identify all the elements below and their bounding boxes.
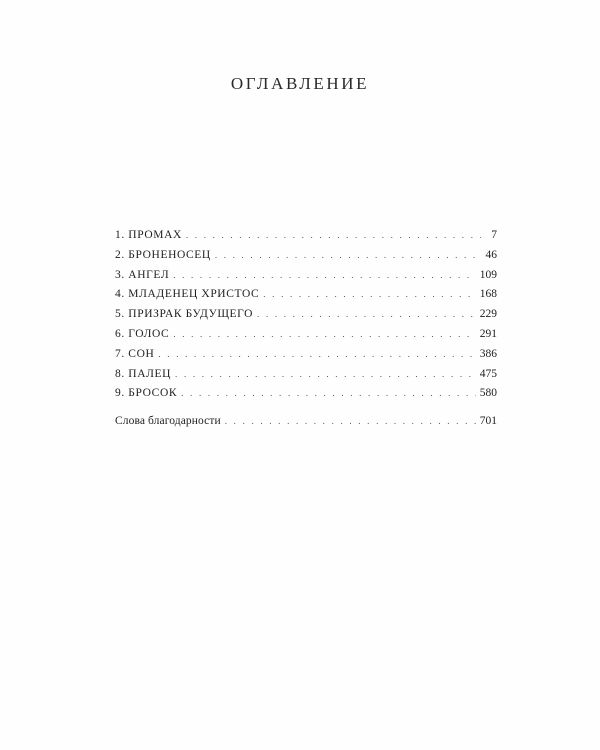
dot-leader [175,365,476,385]
toc-entry-5 [115,305,497,325]
toc-entry-4 [115,285,497,305]
dot-leader [173,325,475,345]
toc-entry-page: 229 [479,308,497,321]
toc-entry-1 [115,226,497,246]
toc-entry-title: 6. ГОЛОС [115,327,170,340]
toc-entry-2 [115,246,497,266]
toc-entry-8 [115,365,497,385]
toc-entry-page: 109 [479,268,497,281]
toc-entry-title: Слова благодарности [115,415,221,428]
toc-entry-page: 580 [479,387,497,400]
toc-entry-title: 1. ПРОМАХ [115,229,182,241]
toc-entry-title: 4. МЛАДЕНЕЦ ХРИСТОС [115,288,260,301]
toc-entry-page: 46 [485,248,497,261]
toc-entry-page: 386 [479,347,497,360]
toc-entry-page: 291 [479,327,497,340]
toc-entry-title: 9. БРОСОК [115,387,178,400]
toc-entry-7 [115,345,497,365]
toc-entry-title: 7. СОН [115,347,155,360]
toc-entry-title: 5. ПРИЗРАК БУДУЩЕГО [115,308,254,321]
toc-entry-title: 2. БРОНЕНОСЕЦ [115,248,211,261]
toc-entry-page: 701 [479,415,497,428]
toc-entry-6 [115,325,497,345]
toc-entry-9 [115,384,497,404]
dot-leader [181,384,476,404]
toc-entry-acknowledgements [115,412,497,432]
toc-entry-page: 7 [491,229,497,241]
dot-leader [158,345,475,365]
toc-entry-title: 8. ПАЛЕЦ [115,367,172,380]
dot-leader [263,285,475,305]
toc-entry-page: 475 [479,367,497,380]
page-title: ОГЛАВЛЕНИЕ [230,74,370,93]
dot-leader [186,226,481,246]
toc-entry-page: 168 [479,288,497,301]
dot-leader [257,305,476,325]
toc-entry-title: 3. АНГЕЛ [115,268,170,281]
dot-leader [173,266,476,286]
dot-leader [225,412,476,432]
toc-entry-3 [115,266,497,286]
dot-leader [215,246,481,266]
table-of-contents [115,226,497,432]
